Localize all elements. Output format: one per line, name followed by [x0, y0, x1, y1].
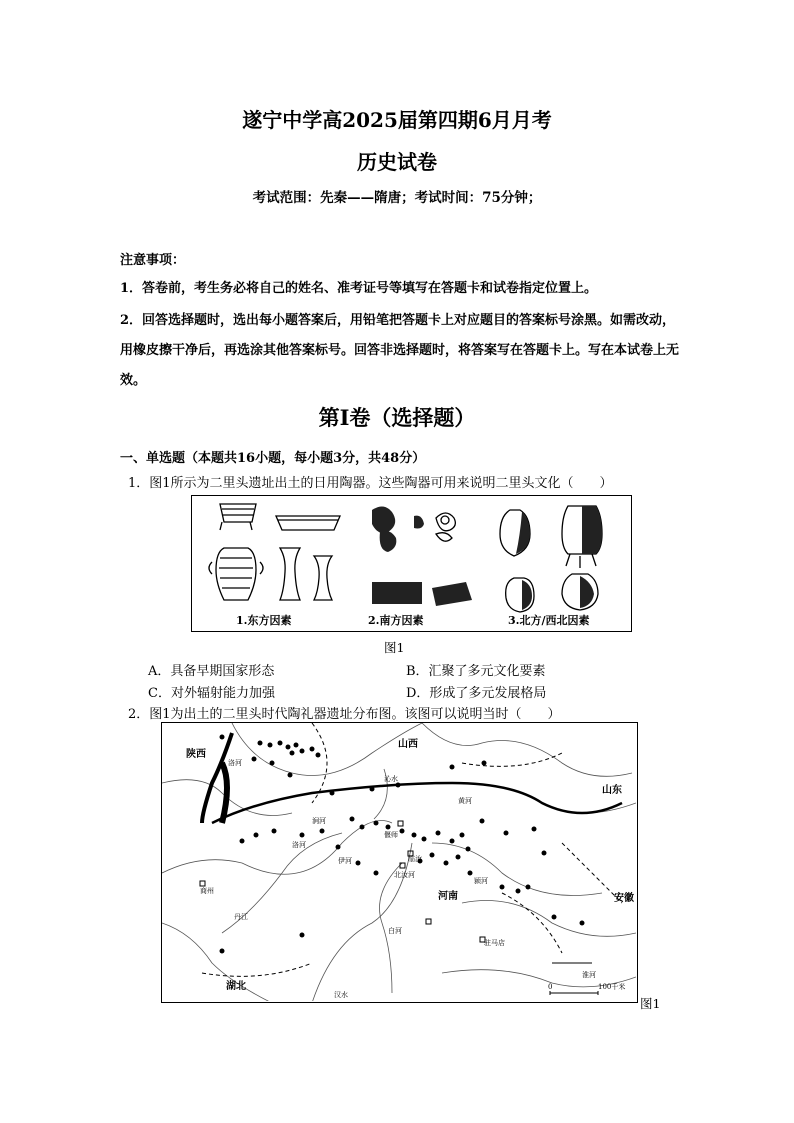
q1-option-d[interactable]: D．形成了多元发展格局 — [406, 686, 547, 701]
map-river-luo-1: 洛河 — [228, 759, 242, 767]
map-river-luo-2: 洛河 — [292, 841, 306, 849]
map-label-anhui: 安徽 — [614, 893, 634, 904]
map-label-henan: 河南 — [438, 891, 458, 902]
exam-scope: 考试范围：先秦——隋唐；考试时间：75分钟； — [252, 190, 542, 206]
figure-1-label: 图1 — [384, 640, 405, 655]
pottery-caption-east: 1.东方因素 — [236, 614, 292, 627]
site-distribution-map — [161, 722, 638, 1003]
map-label-linru: 临汝 — [408, 855, 422, 863]
note-item-2: 2．回答选择题时，选出每小题答案后，用铅笔把答题卡上对应题目的答案标号涂黑。如需改动，用橡皮擦干净后，再选涂其他答案标号。回答非选择题时，将答案写在答题卡上。写在本试卷上无效。 — [120, 313, 680, 388]
map-river-dan: 丹江 — [234, 913, 248, 921]
map-river-ying: 颍河 — [474, 877, 488, 885]
map-label-zhumadian: 驻马店 — [484, 939, 505, 947]
question-2-stem: 2．图1为出土的二里头时代陶礼器遗址分布图。该图可以说明当时（ ） — [128, 707, 561, 722]
map-label-hubei: 湖北 — [226, 981, 246, 992]
map-river-jian: 涧河 — [312, 817, 326, 825]
map-label-shaanxi: 陕西 — [186, 749, 206, 760]
map-river-huang: 黄河 — [458, 797, 472, 805]
map-scale-zero: 0 — [548, 983, 553, 991]
map-river-qin: 沁水 — [384, 775, 398, 783]
pottery-drawings — [192, 496, 630, 630]
map-scale-label: 100千米 — [598, 983, 626, 991]
map-label-shanxi: 山西 — [398, 739, 418, 750]
notes-heading: 注意事项： — [120, 253, 186, 268]
q1-option-c[interactable]: C．对外辐射能力加强 — [148, 686, 275, 701]
pottery-caption-south: 2.南方因素 — [368, 614, 424, 627]
map-river-yi: 伊河 — [338, 857, 352, 865]
question-1-stem: 1．图1所示为二里头遗址出土的日用陶器。这些陶器可用来说明二里头文化（ ） — [128, 476, 613, 491]
map-river-bai: 白河 — [388, 927, 402, 935]
figure-1-map-label: 图1 — [640, 996, 661, 1011]
part-heading: 一、单选题（本题共16小题，每小题3分，共48分） — [120, 451, 426, 466]
map-river-huai: 淮河 — [582, 971, 596, 979]
section-title: 第I卷（选择题） — [318, 405, 476, 430]
map-label-shangzhou: 商州 — [200, 887, 214, 895]
q1-option-a[interactable]: A．具备早期国家形态 — [148, 664, 275, 679]
pottery-caption-north: 3.北方/西北因素 — [508, 614, 590, 627]
note-item-1: 1．答卷前，考生务必将自己的姓名、准考证号等填写在答题卡和试卷指定位置上。 — [120, 281, 598, 296]
q1-option-b[interactable]: B．汇聚了多元文化要素 — [406, 664, 546, 679]
exam-subject: 历史试卷 — [357, 150, 437, 174]
map-label-yanshi: 偃师 — [384, 831, 398, 839]
map-drawing — [162, 723, 636, 1001]
map-label-shandong: 山东 — [602, 785, 622, 796]
exam-title: 遂宁中学高2025届第四期6月月考 — [242, 108, 552, 132]
map-river-beiru: 北汝河 — [394, 871, 415, 879]
map-river-han: 汉水 — [334, 991, 348, 999]
pottery-figure — [191, 495, 632, 632]
